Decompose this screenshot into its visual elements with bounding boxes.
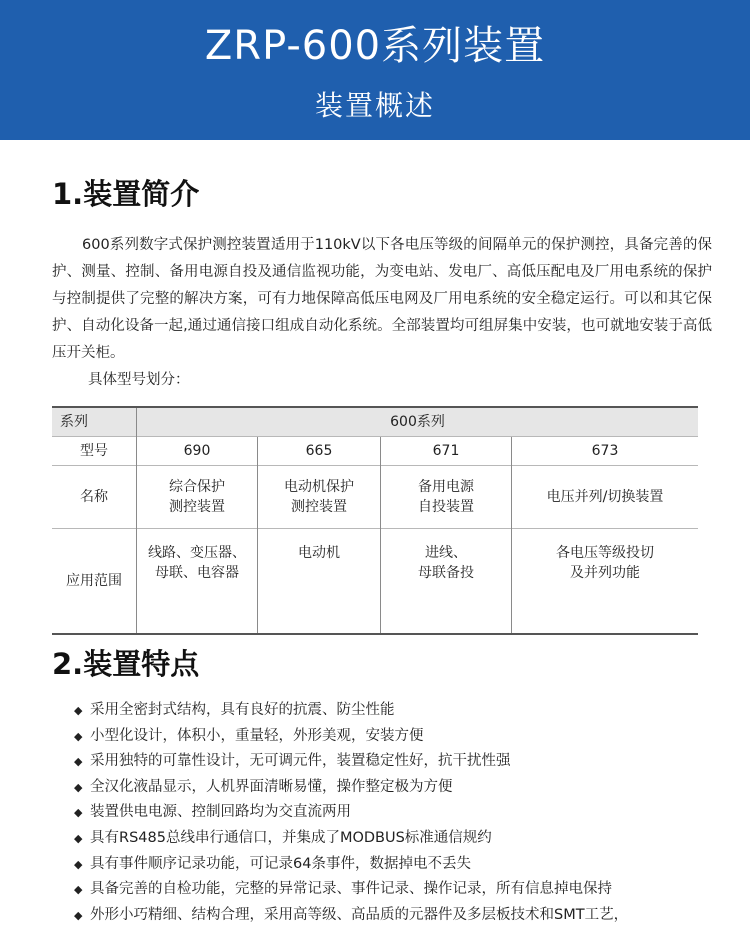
list-item (74, 826, 714, 852)
model-cell: 690 (137, 437, 258, 466)
usage-cell: 各电压等级投切 及并列功能 (512, 529, 699, 635)
list-item (74, 775, 714, 801)
introduction-body (52, 232, 712, 394)
model-cell: 665 (258, 437, 381, 466)
diamond-bullet-icon: ◆ (74, 704, 83, 717)
name-cell: 电压并列/切换装置 (512, 466, 699, 529)
model-division-label: 具体型号划分： (88, 372, 190, 388)
feature-text: 小型化设计，体积小，重量轻，外形美观，安装方便 (90, 727, 424, 744)
list-item (74, 903, 714, 928)
feature-text: 采用独特的可靠性设计，无可调元件，装置稳定性好，抗干扰性强 (90, 753, 511, 770)
diamond-bullet-icon: ◆ (74, 729, 83, 743)
diamond-bullet-icon: ◆ (74, 806, 83, 820)
series-label-cell: 系列 (52, 407, 137, 437)
introduction-paragraph: 600系列数字式保护测控装置适用于110kV以下各电压等级的间隔单元的保护测控，具备完善的保护、测量、控制、备用电源自投及通信监视功能，为变电站、发电厂、高低压配电及厂用电系统的保护与控制提供了完整的解决方案，可有力地保障高低压电网及厂用电系统的安全稳定运行。可以和其它保护、自动化设备一起,通过通信接口组成自动化系统。全部装置均可组屏集中安装，也可就地安装于高低压开关柜。 (52, 237, 712, 361)
page-subtitle: 装置概述 (314, 89, 435, 122)
usage-label-cell: 应用范围 (52, 529, 137, 635)
diamond-bullet-icon: ◆ (74, 857, 83, 871)
usage-cell: 线路、变压器、 母联、电容器 (137, 529, 258, 635)
series-value-cell: 600系列 (137, 407, 699, 437)
feature-text: 具有事件顺序记录功能，可记录64条事件，数据掉电不丢失 (90, 855, 471, 872)
table-row-usage (52, 529, 698, 635)
list-item (74, 877, 714, 903)
model-label-cell: 型号 (52, 437, 137, 466)
header-banner (0, 0, 750, 140)
feature-text: 装置供电电源、控制回路均为交直流两用 (90, 804, 351, 821)
diamond-bullet-icon: ◆ (74, 908, 83, 922)
feature-text: 采用全密封式结构，具有良好的抗震、防尘性能 (90, 702, 395, 718)
list-item (74, 724, 714, 750)
feature-text: 具有RS485总线串行通信口，并集成了MODBUS标准通信规约 (90, 829, 492, 846)
name-cell: 综合保护 测控装置 (137, 466, 258, 529)
model-table (52, 406, 698, 635)
name-cell: 备用电源 自投装置 (381, 466, 512, 529)
model-cell: 671 (381, 437, 512, 466)
table-row-series (52, 407, 698, 437)
table-row-name (52, 466, 698, 529)
table-row-model (52, 437, 698, 466)
usage-cell: 进线、 母联备投 (381, 529, 512, 635)
list-item (74, 800, 714, 826)
list-item (74, 852, 714, 878)
name-label-cell: 名称 (52, 466, 137, 529)
feature-text: 外形小巧精细、结构合理，采用高等级、高品质的元器件及多层板技术和SMT工艺， (90, 906, 629, 923)
page-title: ZRP-600系列装置 (204, 23, 546, 69)
diamond-bullet-icon: ◆ (74, 831, 83, 845)
feature-list (74, 698, 714, 928)
diamond-bullet-icon: ◆ (74, 780, 83, 794)
usage-cell: 电动机 (258, 529, 381, 635)
feature-text: 具备完善的自检功能，完整的异常记录、事件记录、操作记录，所有信息掉电保持 (90, 881, 612, 898)
name-cell: 电动机保护 测控装置 (258, 466, 381, 529)
diamond-bullet-icon: ◆ (74, 755, 83, 769)
list-item (74, 749, 714, 775)
section-heading-introduction: 1.装置简介 (52, 177, 200, 211)
diamond-bullet-icon: ◆ (74, 883, 83, 897)
list-item (74, 698, 714, 724)
model-cell: 673 (512, 437, 699, 466)
feature-text: 全汉化液晶显示，人机界面清晰易懂，操作整定极为方便 (90, 778, 453, 795)
section-heading-features: 2.装置特点 (52, 647, 200, 681)
